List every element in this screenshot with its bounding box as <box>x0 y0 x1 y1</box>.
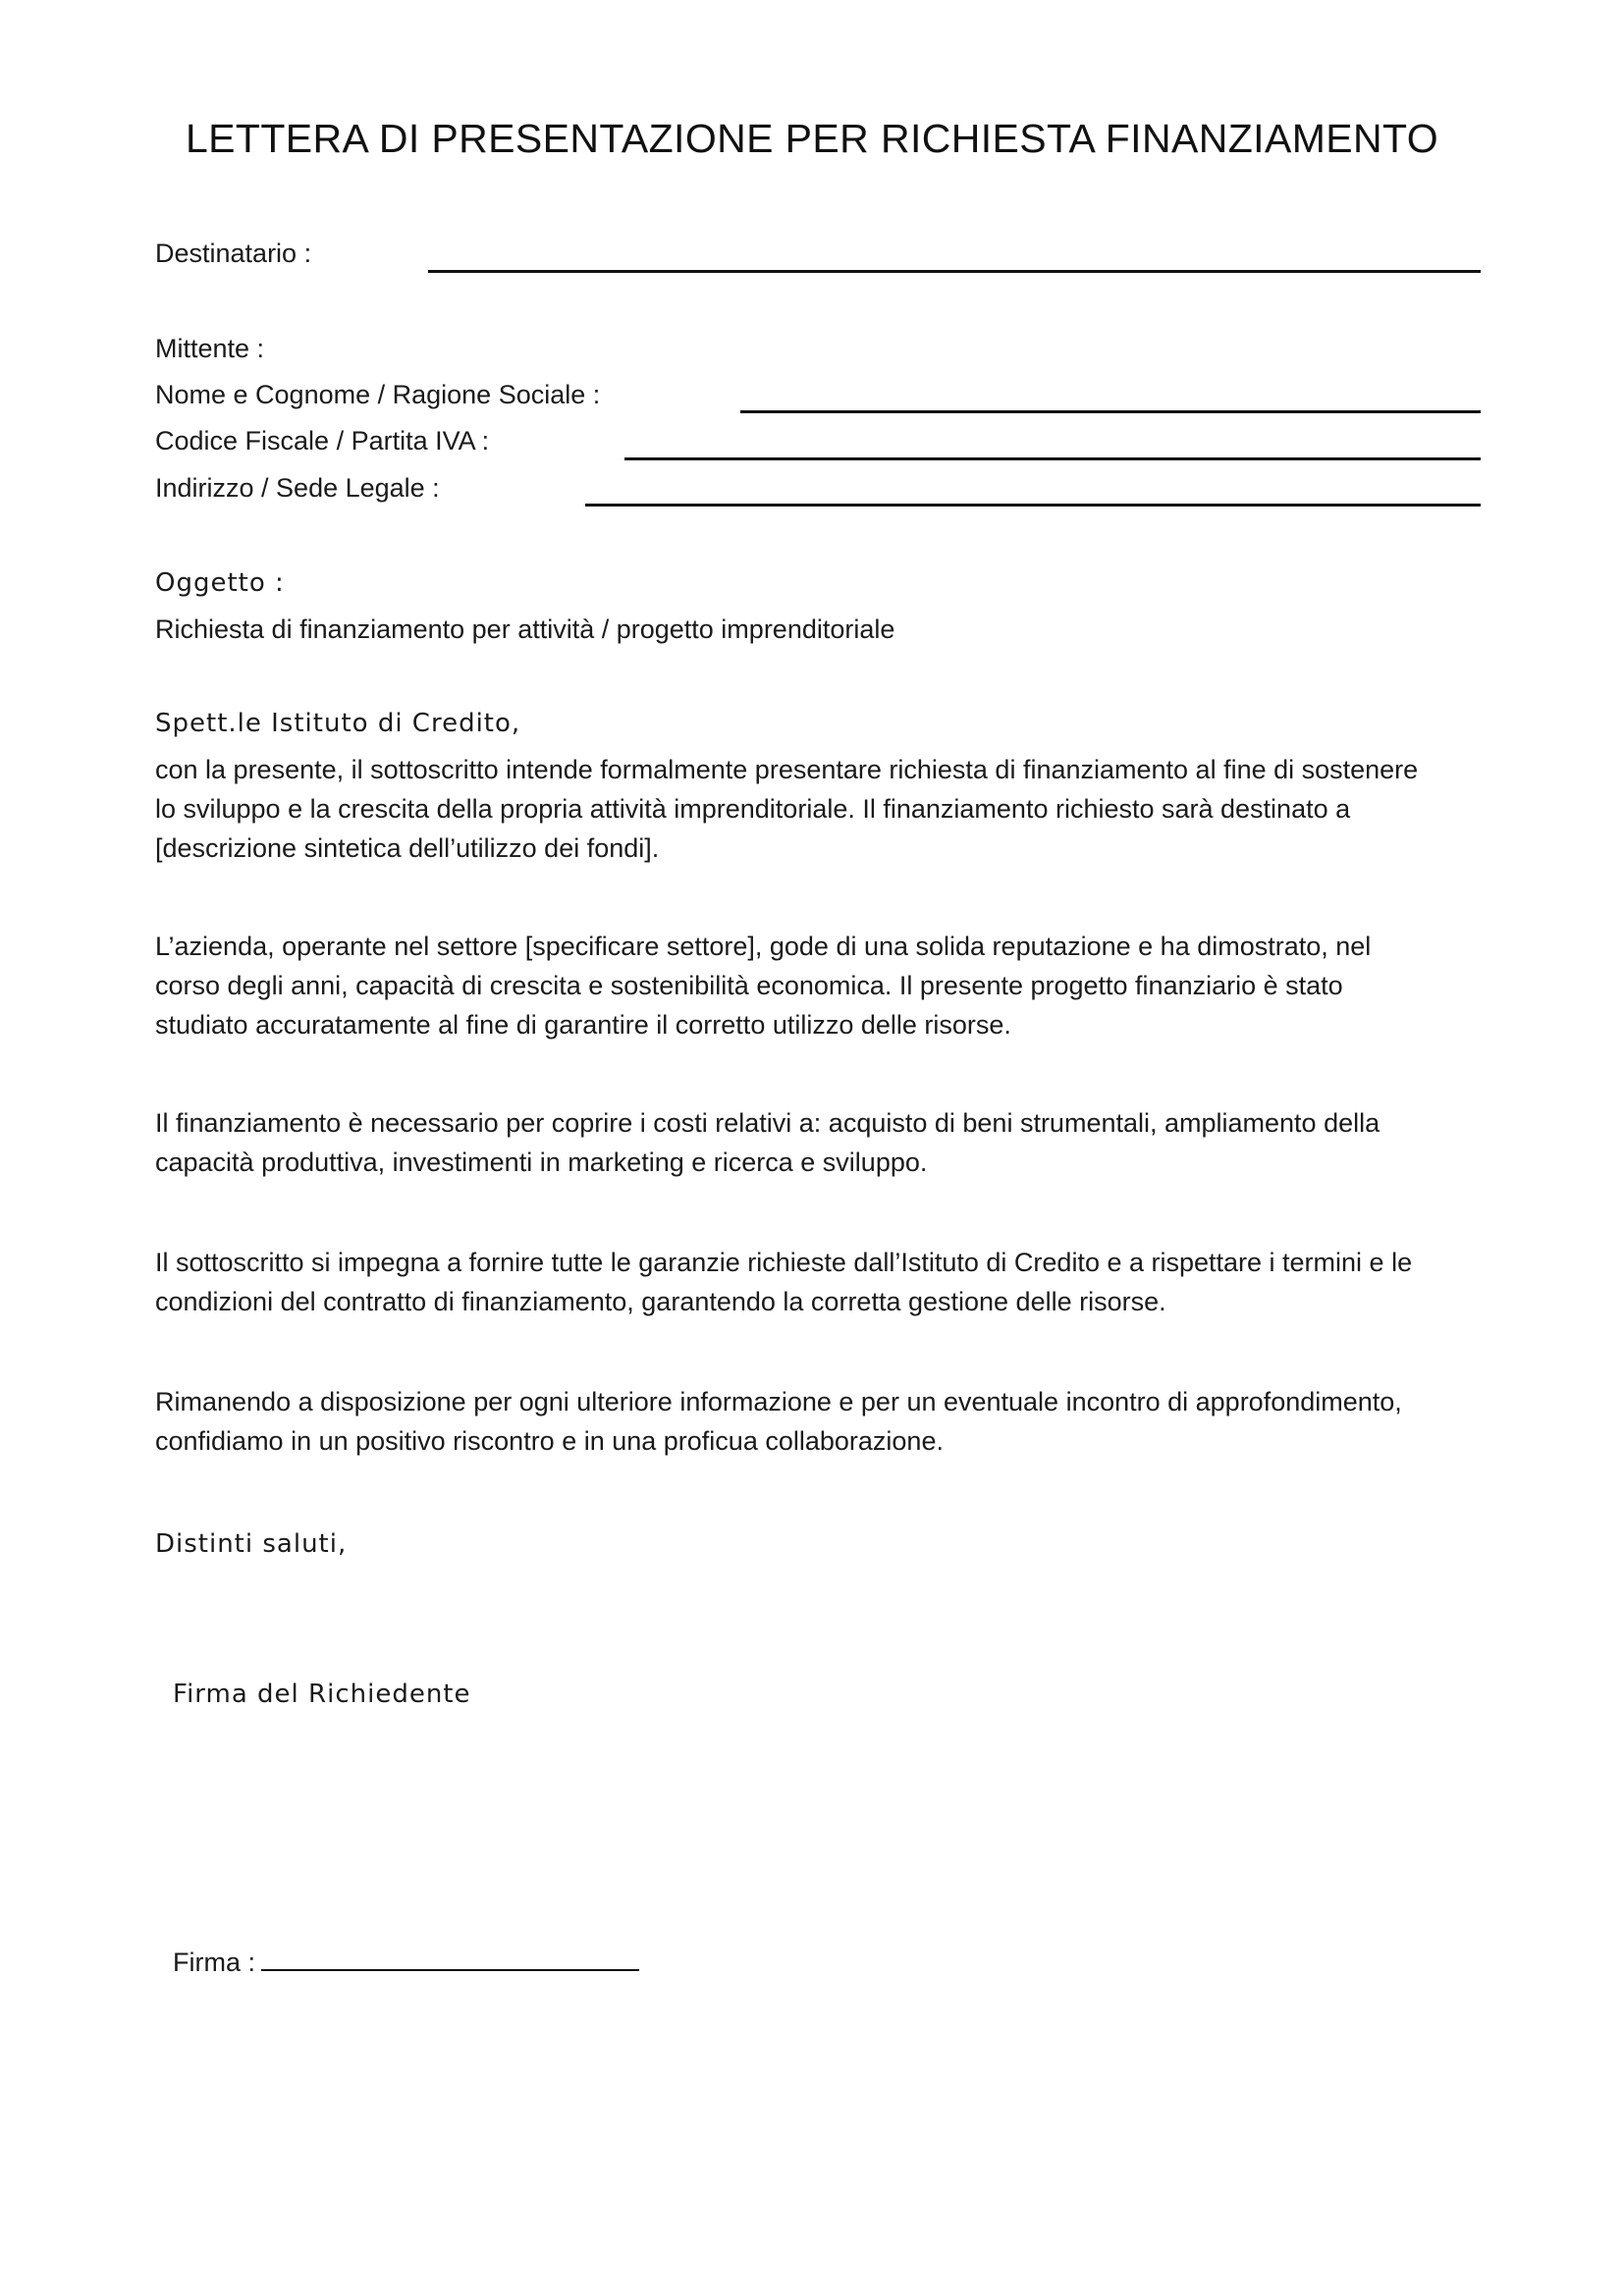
paragraph-line: Il finanziamento è necessario per coprire i costi relativi a: acquisto di beni strumentali, ampliamento della <box>155 1108 1380 1138</box>
paragraph-line: Rimanendo a disposizione per ogni ulteriore informazione e per un eventuale incontro di approfondimento, <box>155 1387 1402 1416</box>
body-paragraph-3 <box>155 1103 1481 1182</box>
sender-tax-label: Codice Fiscale / Partita IVA : <box>155 426 490 455</box>
closing: Distinti saluti, <box>155 1529 348 1559</box>
paragraph-line: con la presente, il sottoscritto intende formalmente presentare richiesta di finanziamento al fine di sostenere <box>155 755 1419 784</box>
paragraph-line: [descrizione sintetica dell’utilizzo dei fondi]. <box>155 833 660 863</box>
salutation: Spett.le Istituto di Credito, <box>155 709 521 738</box>
recipient-field-line[interactable] <box>428 270 1481 273</box>
paragraph-line: corso degli anni, capacità di crescita e sostenibilità economica. Il presente progetto finanziario è stato <box>155 971 1343 1000</box>
paragraph-line: lo sviluppo e la crescita della propria attività imprenditoriale. Il finanziamento richiesto sarà destinato a <box>155 794 1351 824</box>
signature-label: Firma : <box>173 1948 255 1977</box>
sender-address-field-line[interactable] <box>585 504 1481 507</box>
signature-row <box>173 1942 639 1978</box>
body-paragraph-4 <box>155 1243 1481 1321</box>
paragraph-line: condizioni del contratto di finanziamento, garantendo la corretta gestione delle risorse. <box>155 1287 1166 1316</box>
sender-name-field-line[interactable] <box>740 410 1481 413</box>
signature-heading: Firma del Richiedente <box>173 1680 471 1709</box>
sender-tax-field-line[interactable] <box>624 457 1481 460</box>
paragraph-line: L’azienda, operante nel settore [specificare settore], gode di una solida reputazione e ha dimostrato, nel <box>155 932 1372 961</box>
paragraph-line: studiato accuratamente al fine di garantire il corretto utilizzo delle risorse. <box>155 1010 1011 1040</box>
sender-name-label: Nome e Cognome / Ragione Sociale : <box>155 380 601 409</box>
body-paragraph-5 <box>155 1382 1481 1461</box>
signature-field-line[interactable] <box>261 1942 639 1971</box>
paragraph-line: Il sottoscritto si impegna a fornire tutte le garanzie richieste dall’Istituto di Credito e a rispettare i termini e le <box>155 1248 1413 1277</box>
body-paragraph-2 <box>155 927 1481 1044</box>
paragraph-line: capacità produttiva, investimenti in marketing e ricerca e sviluppo. <box>155 1148 928 1177</box>
subject-heading: Oggetto : <box>155 568 285 598</box>
sender-heading: Mittente : <box>155 334 265 363</box>
sender-address-label: Indirizzo / Sede Legale : <box>155 473 440 503</box>
paragraph-line: confidiamo in un positivo riscontro e in una proficua collaborazione. <box>155 1426 944 1456</box>
recipient-label: Destinatario : <box>155 239 312 268</box>
subject-text: Richiesta di finanziamento per attività / progetto imprenditoriale <box>155 614 895 644</box>
document-title: LETTERA DI PRESENTAZIONE PER RICHIESTA FINANZIAMENTO <box>185 116 1439 161</box>
body-paragraph-1 <box>155 750 1481 868</box>
